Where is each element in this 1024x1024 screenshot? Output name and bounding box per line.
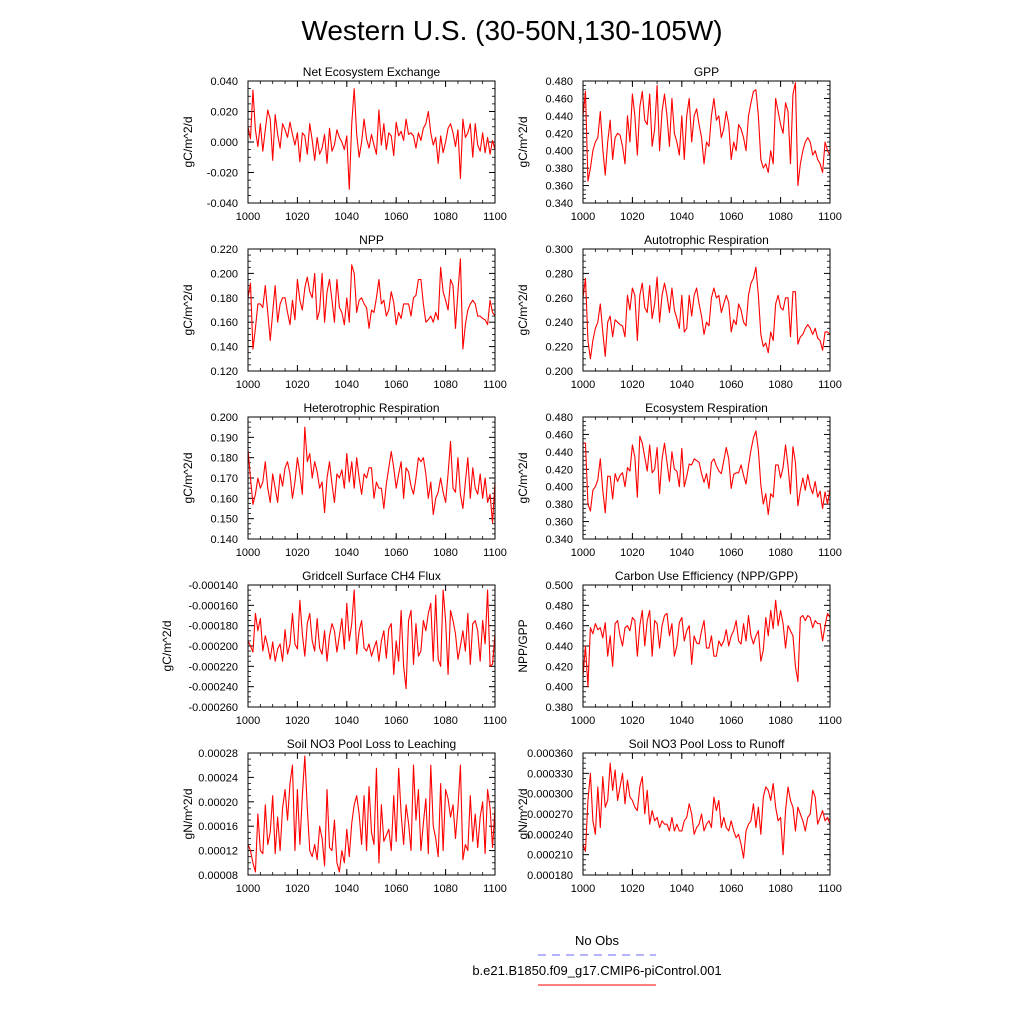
x-tick-label: 1000 (570, 379, 596, 391)
y-axis-label: gC/m^2/d (516, 452, 530, 504)
x-tick-label: 1000 (570, 547, 596, 559)
y-tick-label: 0.000 (210, 137, 238, 149)
x-tick-label: 1100 (818, 715, 842, 727)
y-tick-label: 0.000330 (527, 768, 573, 781)
x-tick-label: 1060 (718, 883, 744, 895)
x-tick-label: 1000 (570, 211, 596, 223)
x-tick-label: 1060 (383, 211, 409, 223)
panel-title: Ecosystem Respiration (645, 401, 768, 415)
x-tick-label: 1100 (818, 379, 842, 391)
x-tick-label: 1040 (669, 715, 695, 727)
y-tick-label: -0.000260 (188, 702, 238, 714)
x-tick-label: 1020 (620, 715, 645, 727)
x-tick-label: 1100 (483, 547, 507, 559)
x-tick-label: 1060 (383, 883, 409, 895)
x-tick-label: 1020 (620, 883, 645, 895)
y-axis-label: gC/m^2/d (181, 116, 195, 168)
y-tick-label: 0.160 (210, 317, 238, 330)
x-tick-label: 1000 (235, 547, 261, 559)
y-tick-label: 0.460 (545, 93, 573, 106)
x-tick-label: 1060 (718, 715, 744, 727)
y-tick-label: 0.340 (545, 198, 573, 210)
y-tick-label: 0.00016 (198, 821, 238, 834)
y-tick-label: 0.360 (545, 516, 573, 529)
y-tick-label: 0.180 (210, 292, 238, 305)
y-tick-label: 0.360 (545, 180, 573, 193)
y-axis-label: gN/m^2/d (516, 788, 530, 840)
x-tick-label: 1020 (285, 379, 310, 391)
y-tick-label: 0.140 (210, 534, 238, 546)
x-tick-label: 1000 (235, 211, 261, 223)
x-tick-label: 1060 (718, 547, 744, 559)
y-tick-label: 0.140 (210, 341, 238, 354)
y-tick-label: 0.480 (545, 600, 573, 613)
x-tick-label: 1020 (285, 211, 310, 223)
y-tick-label: 0.460 (545, 429, 573, 442)
x-tick-label: 1020 (620, 211, 645, 223)
x-tick-label: 1100 (818, 883, 842, 895)
x-tick-label: 1040 (669, 883, 695, 895)
x-tick-label: 1080 (768, 883, 793, 895)
x-tick-label: 1020 (285, 715, 310, 727)
panel-title: Carbon Use Efficiency (NPP/GPP) (614, 569, 799, 583)
x-tick-label: 1100 (483, 715, 507, 727)
y-tick-label: 0.380 (545, 163, 573, 176)
y-axis-label: gC/m^2/d (516, 284, 530, 336)
x-tick-label: 1040 (334, 211, 360, 223)
y-tick-label: -0.000140 (188, 580, 238, 592)
y-tick-label: 0.380 (545, 499, 573, 512)
x-tick-label: 1100 (818, 211, 842, 223)
x-tick-label: 1000 (235, 883, 261, 895)
y-tick-label: -0.040 (206, 198, 238, 210)
y-tick-label: 0.00020 (198, 796, 238, 809)
y-tick-label: 0.180 (210, 452, 238, 465)
x-tick-label: 1100 (818, 547, 842, 559)
x-tick-label: 1060 (383, 715, 409, 727)
x-tick-label: 1080 (433, 379, 458, 391)
y-tick-label: 0.160 (210, 493, 238, 506)
y-tick-label: 0.340 (545, 534, 573, 546)
y-tick-label: 0.400 (545, 145, 573, 158)
y-tick-label: 0.00024 (198, 772, 238, 785)
x-tick-label: 1080 (433, 883, 458, 895)
y-axis-label: gC/m^2/d (160, 620, 174, 672)
y-tick-label: 0.00012 (198, 845, 238, 858)
y-axis-label: gC/m^2/d (516, 116, 530, 168)
y-tick-label: 0.000300 (527, 788, 573, 801)
y-tick-label: -0.000240 (188, 681, 238, 694)
x-tick-label: 1080 (768, 211, 793, 223)
x-tick-label: 1060 (718, 211, 744, 223)
x-tick-label: 1040 (669, 547, 695, 559)
y-tick-label: 0.440 (545, 446, 573, 459)
x-tick-label: 1040 (334, 883, 360, 895)
x-tick-label: 1000 (570, 715, 596, 727)
y-tick-label: 0.150 (210, 513, 238, 526)
x-tick-label: 1020 (620, 379, 645, 391)
x-tick-label: 1040 (334, 379, 360, 391)
panel-title: Soil NO3 Pool Loss to Leaching (286, 737, 457, 751)
y-tick-label: -0.020 (206, 167, 238, 180)
y-tick-label: 0.240 (545, 317, 573, 330)
y-tick-label: -0.000160 (188, 600, 238, 613)
y-tick-label: 0.00008 (198, 870, 238, 882)
y-tick-label: 0.200 (210, 412, 238, 424)
y-tick-label: 0.420 (545, 128, 573, 141)
panel-title: Autotrophic Respiration (644, 233, 769, 247)
y-tick-label: 0.000360 (527, 748, 573, 760)
y-tick-label: 0.280 (545, 268, 573, 281)
x-tick-label: 1040 (334, 715, 360, 727)
y-tick-label: 0.480 (545, 412, 573, 424)
x-tick-label: 1060 (718, 379, 744, 391)
panel-title: Soil NO3 Pool Loss to Runoff (628, 737, 785, 751)
y-axis-label: gN/m^2/d (181, 788, 195, 840)
x-tick-label: 1060 (383, 547, 409, 559)
x-tick-label: 1080 (433, 715, 458, 727)
y-tick-label: -0.000200 (188, 641, 238, 653)
y-tick-label: 0.120 (210, 366, 238, 378)
x-tick-label: 1000 (235, 715, 261, 727)
y-tick-label: 0.040 (210, 76, 238, 88)
x-tick-label: 1020 (620, 547, 645, 559)
y-tick-label: 0.380 (545, 702, 573, 714)
x-tick-label: 1020 (285, 883, 310, 895)
y-tick-label: 0.440 (545, 641, 573, 653)
y-tick-label: 0.400 (545, 481, 573, 494)
y-tick-label: -0.000180 (188, 620, 238, 633)
x-tick-label: 1080 (768, 379, 793, 391)
y-axis-label: gC/m^2/d (181, 284, 195, 336)
x-tick-label: 1040 (669, 379, 695, 391)
y-tick-label: 0.420 (545, 661, 573, 674)
y-tick-label: -0.000220 (188, 661, 238, 674)
x-tick-label: 1000 (235, 379, 261, 391)
legend-label-no-obs: No Obs (574, 933, 620, 948)
panel-title: Net Ecosystem Exchange (302, 65, 441, 79)
y-tick-label: 0.480 (545, 76, 573, 88)
y-tick-label: 0.170 (210, 473, 238, 485)
x-tick-label: 1040 (334, 547, 360, 559)
panel-title: Heterotrophic Respiration (303, 401, 440, 415)
x-tick-label: 1080 (768, 715, 793, 727)
x-tick-label: 1080 (433, 211, 458, 223)
y-tick-label: 0.000240 (527, 829, 573, 842)
y-axis-label: gC/m^2/d (181, 452, 195, 504)
x-tick-label: 1000 (570, 883, 596, 895)
y-tick-label: 0.260 (545, 292, 573, 305)
y-tick-label: 0.020 (210, 106, 238, 119)
y-axis-label: NPP/GPP (516, 619, 530, 673)
x-tick-label: 1100 (483, 379, 507, 391)
panel-title: GPP (693, 65, 720, 79)
panel-title: Gridcell Surface CH4 Flux (302, 569, 441, 583)
panel-title: NPP (359, 233, 384, 247)
y-tick-label: 0.220 (210, 244, 238, 256)
x-tick-label: 1100 (483, 883, 507, 895)
y-tick-label: 0.000270 (527, 809, 573, 821)
y-tick-label: 0.200 (545, 366, 573, 378)
y-tick-label: 0.400 (545, 681, 573, 694)
y-tick-label: 0.500 (545, 580, 573, 592)
y-tick-label: 0.420 (545, 464, 573, 477)
legend-label-control-run: b.e21.B1850.f09_g17.CMIP6-piControl.001 (472, 963, 722, 978)
x-tick-label: 1020 (285, 547, 310, 559)
figure-title: Western U.S. (30-50N,130-105W) (301, 15, 723, 46)
y-tick-label: 0.200 (210, 268, 238, 281)
y-tick-label: 0.460 (545, 620, 573, 633)
y-tick-label: 0.000210 (527, 849, 573, 862)
x-tick-label: 1040 (669, 211, 695, 223)
y-tick-label: 0.000180 (527, 870, 573, 882)
x-tick-label: 1080 (433, 547, 458, 559)
x-tick-label: 1100 (483, 211, 507, 223)
x-tick-label: 1080 (768, 547, 793, 559)
y-tick-label: 0.440 (545, 110, 573, 123)
y-tick-label: 0.00028 (198, 748, 238, 760)
x-tick-label: 1060 (383, 379, 409, 391)
y-tick-label: 0.220 (545, 341, 573, 354)
y-tick-label: 0.190 (210, 432, 238, 445)
y-tick-label: 0.300 (545, 244, 573, 256)
